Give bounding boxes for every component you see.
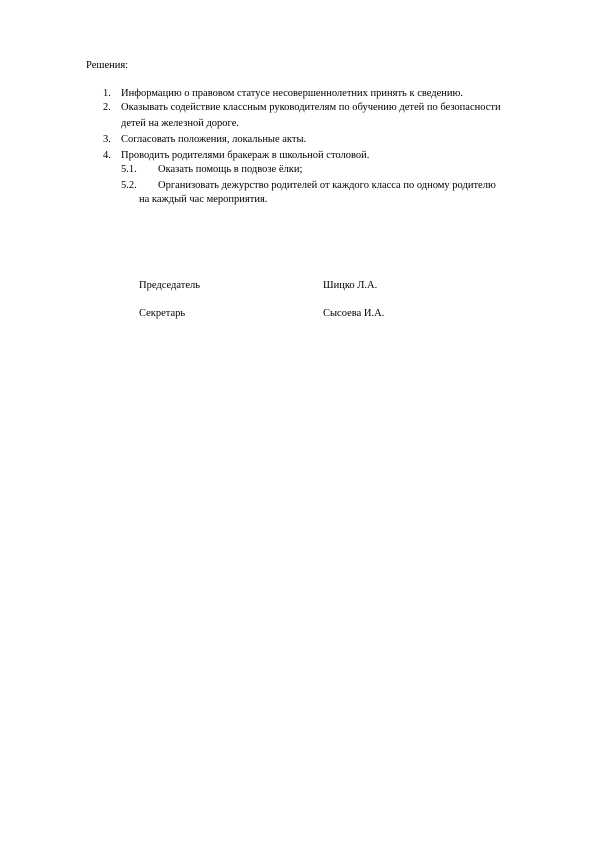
decision-number: 3. [103,134,111,145]
subitem-text-continuation: на каждый час мероприятия. [139,194,268,205]
signature-role: Председатель [139,280,201,291]
signature-role: Секретарь [139,308,186,319]
subitem-text: Оказать помощь в подвозе ёлки; [158,164,303,175]
subitem-text: Организовать дежурство родителей от каждого класса по одному родителю [158,180,496,191]
decision-number: 2. [103,102,111,113]
decisions-heading: Решения: [86,60,129,71]
decision-text-continuation: детей на железной дороге. [121,118,240,129]
signature-name: Шицко Л.А. [323,280,378,291]
decision-text: Согласовать положения, локальные акты. [121,134,307,145]
decision-text: Информацию о правовом статусе несовершеннолетних принять к сведению. [121,88,463,99]
signature-name: Сысоева И.А. [323,308,385,319]
subitem-number: 5.1. [121,164,137,175]
decision-text: Оказывать содействие классным руководителям по обучению детей по безопасности [121,102,501,113]
subitem-number: 5.2. [121,180,137,191]
decision-number: 1. [103,88,111,99]
decision-number: 4. [103,150,111,161]
decision-text: Проводить родителями бракераж в школьной столовой. [121,150,370,161]
